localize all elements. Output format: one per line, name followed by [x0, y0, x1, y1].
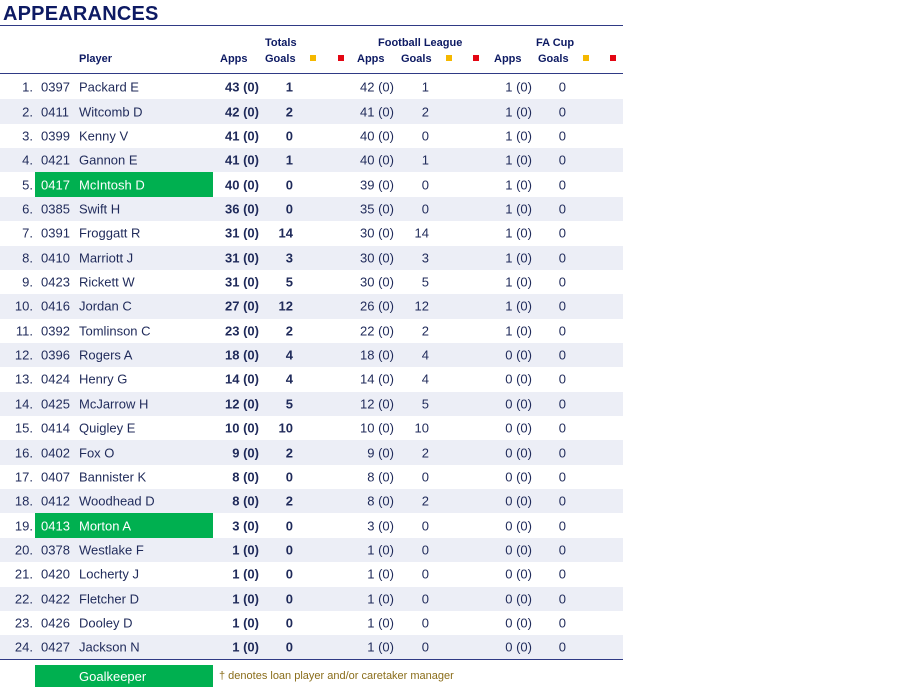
- row-number: 23.: [14, 615, 33, 631]
- player-code: 0396: [41, 347, 70, 363]
- row-number: 9.: [22, 274, 33, 290]
- header-cup-goals: Goals: [538, 53, 569, 65]
- league-goals: 0: [421, 566, 429, 582]
- player-name: Fox O: [79, 445, 115, 461]
- player-code: 0410: [41, 250, 70, 266]
- table-row: [0, 197, 623, 221]
- title-divider: [0, 25, 623, 26]
- cup-goals: 0: [558, 104, 566, 120]
- player-code: 0426: [41, 615, 70, 631]
- totals-goals: 3: [285, 250, 293, 266]
- league-red-card-icon: [473, 55, 479, 61]
- cup-goals: 0: [558, 469, 566, 485]
- league-goals: 1: [421, 152, 429, 168]
- table-row: [0, 611, 623, 635]
- cup-goals: 0: [558, 371, 566, 387]
- row-number: 12.: [14, 347, 33, 363]
- row-number: 24.: [14, 639, 33, 655]
- table-row: [0, 416, 623, 440]
- cup-yellow-card-icon: [583, 55, 589, 61]
- cup-goals: 0: [558, 396, 566, 412]
- header-league-apps: Apps: [357, 53, 385, 65]
- totals-goals: 0: [285, 591, 293, 607]
- cup-goals: 0: [558, 493, 566, 509]
- cup-goals: 0: [558, 591, 566, 607]
- cup-apps: 1 (0): [505, 128, 532, 144]
- cup-apps: 0 (0): [505, 420, 532, 436]
- league-yellow-card-icon: [446, 55, 452, 61]
- player-code: 0422: [41, 591, 70, 607]
- row-number: 5.: [22, 177, 33, 193]
- league-apps: 30 (0): [360, 274, 394, 290]
- row-number: 10.: [14, 298, 33, 314]
- cup-goals: 0: [558, 128, 566, 144]
- row-number: 15.: [14, 420, 33, 436]
- table-row: [0, 75, 623, 99]
- row-number: 4.: [22, 152, 33, 168]
- totals-goals: 5: [285, 396, 293, 412]
- table-row: [0, 635, 623, 659]
- totals-apps: 3 (0): [232, 518, 259, 534]
- totals-goals: 4: [285, 347, 293, 363]
- cup-apps: 0 (0): [505, 615, 532, 631]
- cup-goals: 0: [558, 152, 566, 168]
- cup-goals: 0: [558, 420, 566, 436]
- cup-goals: 0: [558, 79, 566, 95]
- player-name: Quigley E: [79, 420, 136, 436]
- league-apps: 1 (0): [367, 639, 394, 655]
- cup-goals: 0: [558, 274, 566, 290]
- cup-goals: 0: [558, 298, 566, 314]
- totals-goals: 0: [285, 469, 293, 485]
- footer-divider: [0, 659, 623, 660]
- league-apps: 14 (0): [360, 371, 394, 387]
- player-code: 0378: [41, 542, 70, 558]
- table-row: [0, 294, 623, 318]
- cup-apps: 0 (0): [505, 566, 532, 582]
- cup-goals: 0: [558, 201, 566, 217]
- header-league-goals: Goals: [401, 53, 432, 65]
- header-totals: Totals: [265, 37, 297, 49]
- totals-apps: 14 (0): [225, 371, 259, 387]
- header-fa-cup: FA Cup: [536, 37, 575, 49]
- totals-apps: 1 (0): [232, 566, 259, 582]
- totals-goals: 2: [285, 104, 293, 120]
- row-number: 20.: [14, 542, 33, 558]
- player-name: Tomlinson C: [79, 323, 151, 339]
- totals-goals: 0: [285, 615, 293, 631]
- row-number: 22.: [14, 591, 33, 607]
- totals-goals: 0: [285, 177, 293, 193]
- header-totals-goals: Goals: [265, 53, 296, 65]
- cup-apps: 0 (0): [505, 347, 532, 363]
- totals-goals: 0: [285, 518, 293, 534]
- league-goals: 0: [421, 177, 429, 193]
- player-code: 0414: [41, 420, 70, 436]
- totals-apps: 31 (0): [225, 225, 259, 241]
- row-number: 21.: [14, 566, 33, 582]
- player-name: Henry G: [79, 371, 128, 387]
- cup-apps: 1 (0): [505, 177, 532, 193]
- totals-apps: 8 (0): [232, 493, 259, 509]
- player-name: Marriott J: [79, 250, 134, 266]
- cup-goals: 0: [558, 566, 566, 582]
- row-number: 1.: [22, 79, 33, 95]
- player-name: Kenny V: [79, 128, 129, 144]
- league-apps: 9 (0): [367, 445, 394, 461]
- cup-apps: 0 (0): [505, 542, 532, 558]
- player-name: Morton A: [79, 518, 132, 534]
- table-row: [0, 124, 623, 148]
- totals-goals: 2: [285, 445, 293, 461]
- totals-apps: 18 (0): [225, 347, 259, 363]
- player-name: Froggatt R: [79, 225, 141, 241]
- league-apps: 40 (0): [360, 128, 394, 144]
- player-code: 0417: [41, 177, 70, 193]
- league-apps: 26 (0): [360, 298, 394, 314]
- totals-goals: 0: [285, 566, 293, 582]
- league-apps: 8 (0): [367, 493, 394, 509]
- totals-apps: 41 (0): [225, 152, 259, 168]
- player-code: 0427: [41, 639, 70, 655]
- player-code: 0420: [41, 566, 70, 582]
- cup-goals: 0: [558, 542, 566, 558]
- cup-apps: 0 (0): [505, 493, 532, 509]
- league-goals: 0: [421, 639, 429, 655]
- cup-apps: 1 (0): [505, 274, 532, 290]
- cup-apps: 0 (0): [505, 371, 532, 387]
- player-name: Jordan C: [79, 298, 132, 314]
- totals-apps: 36 (0): [225, 201, 259, 217]
- totals-apps: 1 (0): [232, 615, 259, 631]
- league-goals: 0: [421, 201, 429, 217]
- league-apps: 22 (0): [360, 323, 394, 339]
- player-name: Dooley D: [79, 615, 133, 631]
- cup-goals: 0: [558, 639, 566, 655]
- league-goals: 4: [421, 347, 429, 363]
- row-number: 6.: [22, 201, 33, 217]
- player-name: Westlake F: [79, 542, 144, 558]
- player-name: Bannister K: [79, 469, 147, 485]
- table-row: [0, 319, 623, 343]
- totals-goals: 1: [285, 152, 293, 168]
- league-apps: 1 (0): [367, 591, 394, 607]
- cup-goals: 0: [558, 323, 566, 339]
- league-goals: 0: [421, 542, 429, 558]
- league-goals: 0: [421, 615, 429, 631]
- totals-apps: 31 (0): [225, 250, 259, 266]
- player-code: 0412: [41, 493, 70, 509]
- header-totals-apps: Apps: [220, 53, 248, 65]
- totals-goals: 2: [285, 323, 293, 339]
- league-goals: 0: [421, 128, 429, 144]
- cup-apps: 1 (0): [505, 250, 532, 266]
- table-row: [0, 367, 623, 391]
- totals-yellow-card-icon: [310, 55, 316, 61]
- cup-apps: 0 (0): [505, 591, 532, 607]
- league-goals: 10: [414, 420, 429, 436]
- cup-apps: 1 (0): [505, 79, 532, 95]
- league-goals: 5: [421, 396, 429, 412]
- league-apps: 35 (0): [360, 201, 394, 217]
- totals-goals: 0: [285, 639, 293, 655]
- totals-goals: 5: [285, 274, 293, 290]
- cup-apps: 1 (0): [505, 225, 532, 241]
- table-row: [0, 172, 623, 196]
- player-code: 0407: [41, 469, 70, 485]
- header-cup-apps: Apps: [494, 53, 522, 65]
- league-apps: 1 (0): [367, 615, 394, 631]
- table-row: [0, 465, 623, 489]
- totals-apps: 1 (0): [232, 591, 259, 607]
- cup-goals: 0: [558, 225, 566, 241]
- header-divider: [0, 73, 623, 74]
- player-name: McIntosh D: [79, 177, 145, 193]
- league-goals: 2: [421, 323, 429, 339]
- totals-goals: 1: [285, 79, 293, 95]
- player-code: 0392: [41, 323, 70, 339]
- player-code: 0425: [41, 396, 70, 412]
- cup-apps: 1 (0): [505, 152, 532, 168]
- league-apps: 41 (0): [360, 104, 394, 120]
- goalkeeper-key-label: Goalkeeper: [79, 669, 147, 684]
- player-code: 0421: [41, 152, 70, 168]
- header-player: Player: [79, 53, 113, 65]
- league-goals: 0: [421, 518, 429, 534]
- player-name: Fletcher D: [79, 591, 139, 607]
- row-number: 16.: [14, 445, 33, 461]
- league-goals: 3: [421, 250, 429, 266]
- league-goals: 2: [421, 104, 429, 120]
- cup-red-card-icon: [610, 55, 616, 61]
- totals-goals: 0: [285, 128, 293, 144]
- league-goals: 0: [421, 469, 429, 485]
- table-row: [0, 343, 623, 367]
- player-code: 0391: [41, 225, 70, 241]
- loan-note: † denotes loan player and/or caretaker manager: [219, 670, 454, 682]
- player-name: Swift H: [79, 201, 121, 217]
- player-code: 0399: [41, 128, 70, 144]
- league-goals: 2: [421, 493, 429, 509]
- table-row: [0, 513, 623, 537]
- row-number: 7.: [22, 225, 33, 241]
- totals-goals: 0: [285, 201, 293, 217]
- totals-apps: 42 (0): [225, 104, 259, 120]
- row-number: 3.: [22, 128, 33, 144]
- table-row: [0, 587, 623, 611]
- totals-goals: 0: [285, 542, 293, 558]
- cup-apps: 1 (0): [505, 298, 532, 314]
- player-name: Rogers A: [79, 347, 133, 363]
- league-apps: 12 (0): [360, 396, 394, 412]
- totals-goals: 14: [278, 225, 293, 241]
- cup-goals: 0: [558, 250, 566, 266]
- league-apps: 1 (0): [367, 542, 394, 558]
- totals-apps: 31 (0): [225, 274, 259, 290]
- league-goals: 5: [421, 274, 429, 290]
- league-apps: 40 (0): [360, 152, 394, 168]
- player-code: 0402: [41, 445, 70, 461]
- player-code: 0385: [41, 201, 70, 217]
- totals-goals: 12: [278, 298, 293, 314]
- player-code: 0424: [41, 371, 70, 387]
- table-row: [0, 392, 623, 416]
- league-goals: 1: [421, 79, 429, 95]
- table-row: [0, 440, 623, 464]
- league-goals: 4: [421, 371, 429, 387]
- league-apps: 18 (0): [360, 347, 394, 363]
- league-goals: 14: [414, 225, 429, 241]
- player-name: Packard E: [79, 79, 139, 95]
- totals-apps: 1 (0): [232, 639, 259, 655]
- appearances-table: [0, 75, 623, 660]
- league-goals: 2: [421, 445, 429, 461]
- player-name: Woodhead D: [79, 493, 155, 509]
- totals-apps: 12 (0): [225, 396, 259, 412]
- cup-apps: 0 (0): [505, 518, 532, 534]
- player-code: 0416: [41, 298, 70, 314]
- player-name: Locherty J: [79, 566, 139, 582]
- player-name: Rickett W: [79, 274, 135, 290]
- totals-red-card-icon: [338, 55, 344, 61]
- cup-apps: 0 (0): [505, 396, 532, 412]
- totals-apps: 23 (0): [225, 323, 259, 339]
- cup-goals: 0: [558, 177, 566, 193]
- table-row: [0, 489, 623, 513]
- league-goals: 12: [414, 298, 429, 314]
- cup-apps: 1 (0): [505, 201, 532, 217]
- player-name: Gannon E: [79, 152, 138, 168]
- league-apps: 30 (0): [360, 225, 394, 241]
- totals-goals: 2: [285, 493, 293, 509]
- row-number: 17.: [14, 469, 33, 485]
- table-row: [0, 538, 623, 562]
- totals-apps: 9 (0): [232, 445, 259, 461]
- row-number: 18.: [14, 493, 33, 509]
- table-row: [0, 270, 623, 294]
- player-name: McJarrow H: [79, 396, 149, 412]
- player-name: Jackson N: [79, 639, 140, 655]
- table-row: [0, 148, 623, 172]
- player-code: 0423: [41, 274, 70, 290]
- totals-apps: 40 (0): [225, 177, 259, 193]
- totals-goals: 4: [285, 371, 293, 387]
- totals-apps: 1 (0): [232, 542, 259, 558]
- row-number: 2.: [22, 104, 33, 120]
- row-number: 19.: [14, 518, 33, 534]
- row-number: 14.: [14, 396, 33, 412]
- league-apps: 10 (0): [360, 420, 394, 436]
- table-row: [0, 562, 623, 586]
- player-code: 0413: [41, 518, 70, 534]
- cup-apps: 1 (0): [505, 104, 532, 120]
- page-title: APPEARANCES: [3, 3, 159, 25]
- cup-apps: 0 (0): [505, 469, 532, 485]
- league-apps: 3 (0): [367, 518, 394, 534]
- totals-apps: 10 (0): [225, 420, 259, 436]
- cup-goals: 0: [558, 445, 566, 461]
- league-apps: 30 (0): [360, 250, 394, 266]
- player-name: Witcomb D: [79, 104, 143, 120]
- cup-apps: 0 (0): [505, 445, 532, 461]
- table-row: [0, 221, 623, 245]
- goalkeeper-key: [35, 665, 213, 687]
- player-code: 0411: [41, 104, 69, 120]
- cup-goals: 0: [558, 615, 566, 631]
- table-row: [0, 99, 623, 123]
- league-apps: 39 (0): [360, 177, 394, 193]
- league-apps: 1 (0): [367, 566, 394, 582]
- totals-apps: 43 (0): [225, 79, 259, 95]
- cup-goals: 0: [558, 518, 566, 534]
- totals-apps: 41 (0): [225, 128, 259, 144]
- totals-apps: 8 (0): [232, 469, 259, 485]
- row-number: 8.: [22, 250, 33, 266]
- header-football-league: Football League: [378, 37, 463, 49]
- cup-goals: 0: [558, 347, 566, 363]
- cup-apps: 1 (0): [505, 323, 532, 339]
- row-number: 11.: [15, 323, 33, 339]
- league-goals: 0: [421, 591, 429, 607]
- cup-apps: 0 (0): [505, 639, 532, 655]
- table-row: [0, 246, 623, 270]
- totals-apps: 27 (0): [225, 298, 259, 314]
- row-number: 13.: [14, 371, 33, 387]
- player-code: 0397: [41, 79, 70, 95]
- totals-goals: 10: [278, 420, 293, 436]
- league-apps: 8 (0): [367, 469, 394, 485]
- league-apps: 42 (0): [360, 79, 394, 95]
